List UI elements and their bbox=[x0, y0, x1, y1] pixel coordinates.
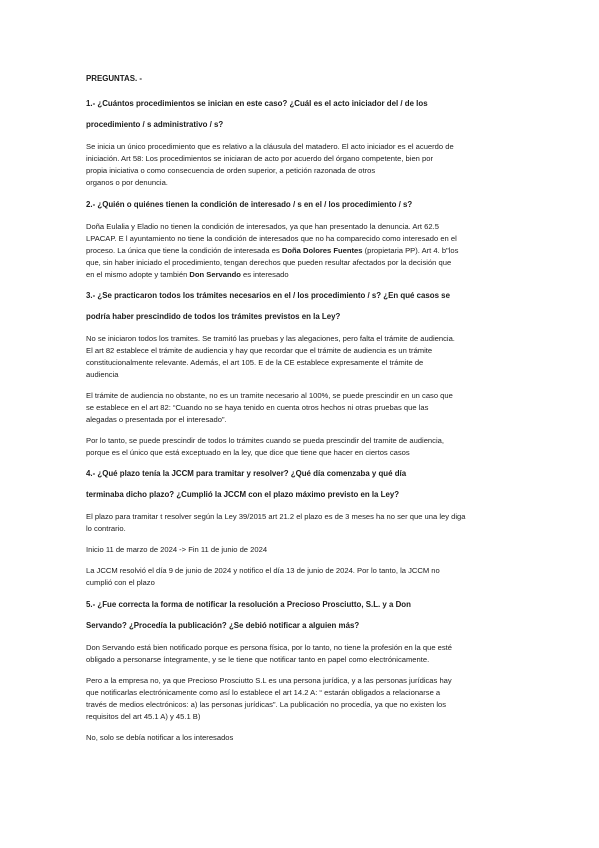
answer-3-paragraph-2 bbox=[86, 390, 516, 426]
answer-2-line bbox=[86, 269, 516, 281]
answer-3-line: No se iniciaron todos los tramites. Se tramitó las pruebas y las alegaciones, pero falta el trámite de audiencia. bbox=[86, 334, 455, 343]
answer-3-line: se establece en el art 82: “Cuando no se haya tenido en cuenta otros hechos ni otras pruebas que las bbox=[86, 403, 429, 412]
answer-5-line: que notificarlas electrónicamente como así lo establece el art 14.2 A: “ estarán obligados a relacionarse a bbox=[86, 688, 441, 697]
answer-3-line: alegadas o presentada por el interesado”. bbox=[86, 415, 227, 424]
document-heading: PREGUNTAS. - bbox=[86, 74, 142, 83]
answer-5-line: obligado a personarse íntegramente, y se le tiene que notificar tanto en papel como electrónicamente. bbox=[86, 655, 430, 664]
answer-4-paragraph-3 bbox=[86, 565, 516, 589]
answer-3-line: El art 82 establece el trámite de audiencia y hay que recordar que el trámite de audiencia es un trámite bbox=[86, 346, 433, 355]
answer-2-line: Doña Eulalia y Eladio no tienen la condición de interesados, ya que han presentado la denuncia. Art 62.5 bbox=[86, 222, 439, 231]
answer-2-line: LPACAP. E l ayuntamiento no tiene la condición de interesados que no ha comparecido como interesado en el bbox=[86, 234, 457, 243]
answer-5-conclusion: No, solo se debía notificar a los interesados bbox=[86, 733, 234, 742]
answer-3-line: Por lo tanto, se puede prescindir de todos lo trámites cuando se pueda prescindir del tramite de audiencia, bbox=[86, 436, 444, 445]
question-4-line-1: 4.- ¿Qué plazo tenía la JCCM para tramitar y resolver? ¿Qué día comenzaba y qué día bbox=[86, 469, 407, 478]
answer-4-line: El plazo para tramitar t resolver según la Ley 39/2015 art 21.2 el plazo es de 3 meses ha no ser que una ley diga bbox=[86, 512, 466, 521]
answer-4-paragraph-1 bbox=[86, 511, 516, 535]
answer-3-line: constitucionalmente relevante. Además, el art 105. E de la CE establece expresamente el trámite de bbox=[86, 358, 424, 367]
answer-2-text: en el mismo adopte y también bbox=[86, 270, 190, 279]
interested-party-name: Doña Dolores Fuentes bbox=[281, 246, 363, 255]
answer-2 bbox=[86, 221, 516, 281]
question-4-line-2: terminaba dicho plazo? ¿Cumplió la JCCM con el plazo máximo previsto en la Ley? bbox=[86, 490, 400, 499]
answer-3-line: audiencia bbox=[86, 370, 119, 379]
answer-1-line: propia iniciativa o como consecuencia de orden superior, a petición razonada de otros bbox=[86, 166, 376, 175]
answer-3-paragraph-3 bbox=[86, 435, 516, 459]
answer-4-line: La JCCM resolvió el día 9 de junio de 2024 y notifico el día 13 de junio de 2024. Por lo tanto, la JCCM no bbox=[86, 566, 440, 575]
question-3-line-2: podría haber prescindido de todos los trámites previstos en la Ley? bbox=[86, 312, 341, 321]
answer-5-paragraph-2 bbox=[86, 675, 516, 723]
answer-3-line: El trámite de audiencia no obstante, no es un tramite necesario al 100%, se puede prescindir en un caso que bbox=[86, 391, 453, 400]
answer-3-line: porque es el único que está exceptuado en la ley, que dice que tiene que hacer en ciertos casos bbox=[86, 448, 410, 457]
answer-2-line bbox=[86, 245, 516, 257]
answer-1 bbox=[86, 141, 516, 189]
question-3-line-1: 3.- ¿Se practicaron todos los trámites necesarios en el / los procedimiento / s? ¿En qué casos se bbox=[86, 291, 450, 300]
answer-5-line: requisitos del art 45.1 A) y 45.1 B) bbox=[86, 712, 201, 721]
answer-2-text: es interesado bbox=[240, 270, 289, 279]
answer-1-line: Se inicia un único procedimiento que es relativo a la cláusula del matadero. El acto iniciador es el acuerdo de bbox=[86, 142, 454, 151]
answer-5-line: Pero a la empresa no, ya que Precioso Prosciutto S.L es una persona jurídica, y a las personas jurídicas hay bbox=[86, 676, 452, 685]
answer-3-paragraph-1 bbox=[86, 333, 516, 381]
question-5-line-1: 5.- ¿Fue correcta la forma de notificar la resolución a Precioso Prosciutto, S.L. y a Don bbox=[86, 600, 411, 609]
question-2-line-1: 2.- ¿Quién o quiénes tienen la condición de interesado / s en el / los procedimiento / s? bbox=[86, 200, 413, 209]
answer-4-line: cumplió con el plazo bbox=[86, 578, 155, 587]
answer-1-line: iniciación. Art 58: Los procedimientos se iniciaran de acto por acuerdo del órgano competente, bien por bbox=[86, 154, 433, 163]
document-page bbox=[86, 66, 516, 744]
answer-1-line: organos o por denuncia. bbox=[86, 178, 168, 187]
interested-party-name: Don Servando bbox=[189, 270, 241, 279]
answer-5-line: Don Servando está bien notificado porque es persona física, por lo tanto, no tiene la profesión en la que esté bbox=[86, 643, 453, 652]
question-5-line-2: Servando? ¿Procedía la publicación? ¿Se debió notificar a alguien más? bbox=[86, 621, 360, 630]
answer-4-dates: Inicio 11 de marzo de 2024 -> Fin 11 de junio de 2024 bbox=[86, 545, 268, 554]
answer-2-text: (propietaria PP). Art 4. b"los bbox=[362, 246, 459, 255]
answer-4-line: lo contrario. bbox=[86, 524, 126, 533]
question-1-line-2: procedimiento / s administrativo / s? bbox=[86, 120, 224, 129]
answer-2-line: que, sin haber iniciado el procedimiento, tengan derechos que pueden resultar afectados por la decisión que bbox=[86, 258, 452, 267]
answer-5-paragraph-1 bbox=[86, 642, 516, 666]
question-1-line-1: 1.- ¿Cuántos procedimientos se inician en este caso? ¿Cuál es el acto iniciador del / de los bbox=[86, 99, 428, 108]
answer-5-line: través de medios electrónicos: a) las personas jurídicas”. La publicación no procedía, ya que no existen los bbox=[86, 700, 447, 709]
answer-2-text: proceso. La única que tiene la condición de interesada es bbox=[86, 246, 282, 255]
